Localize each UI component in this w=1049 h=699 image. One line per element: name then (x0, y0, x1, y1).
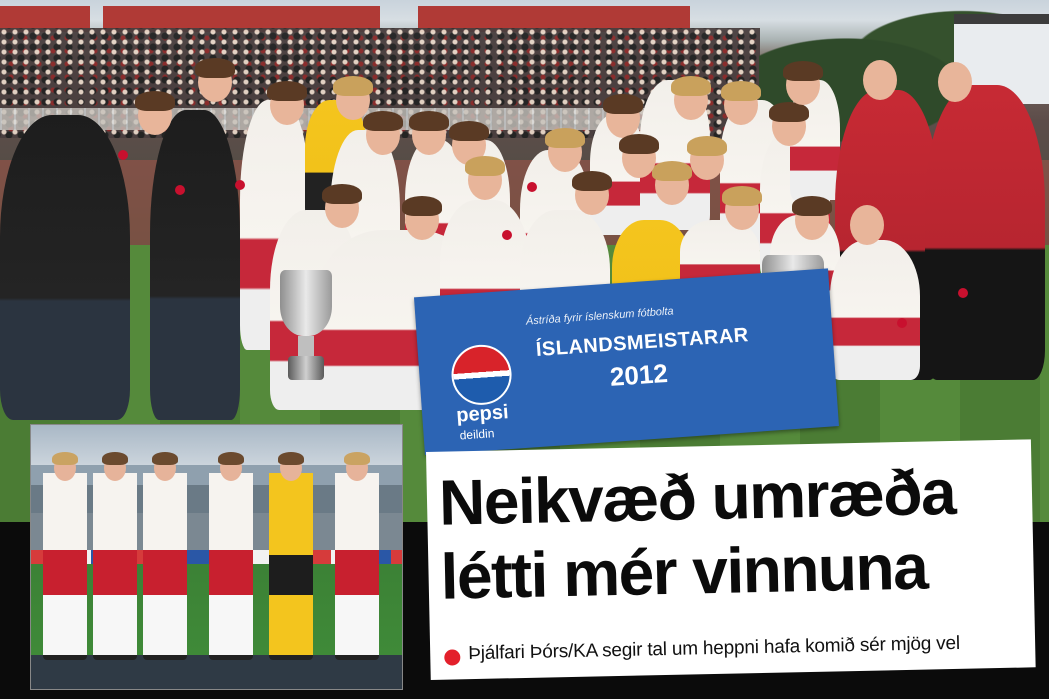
rose (118, 150, 128, 160)
face (138, 95, 172, 135)
face (724, 85, 758, 125)
player (830, 240, 920, 380)
pepsi-sub-wordmark: deildin (459, 426, 495, 443)
face (405, 200, 439, 240)
rose (175, 185, 185, 195)
face (548, 132, 582, 172)
banner-tagline: Ástríða fyrir íslenskum fótbolta (525, 305, 674, 328)
bullet-dot-icon (444, 649, 460, 665)
face (690, 140, 724, 180)
staff-member (150, 110, 240, 420)
rose (502, 230, 512, 240)
pepsi-wordmark: pepsi (455, 401, 510, 427)
inset-photo (31, 425, 402, 689)
face (795, 200, 829, 240)
pepsi-logo-icon (450, 343, 514, 407)
face (575, 175, 609, 215)
face (786, 65, 820, 105)
rose (958, 288, 968, 298)
subheadline: Þjálfari Þórs/KA segir tal um heppni hafa komið sér mjög vel (468, 632, 961, 665)
face (850, 205, 884, 245)
face (606, 98, 640, 138)
staff-member (0, 115, 130, 420)
goalkeeper (269, 455, 313, 660)
face (198, 62, 232, 102)
player (209, 455, 253, 660)
headline-line-2: létti mér vinnuna (439, 530, 928, 613)
trophy (280, 270, 332, 380)
face (468, 160, 502, 200)
face (336, 80, 370, 120)
face (863, 60, 897, 100)
face (412, 115, 446, 155)
rose (235, 180, 245, 190)
headline (438, 453, 1031, 613)
face (325, 188, 359, 228)
player (43, 455, 87, 660)
rose (527, 182, 537, 192)
player (93, 455, 137, 660)
face (674, 80, 708, 120)
face (655, 165, 689, 205)
banner-year: 2012 (608, 357, 669, 392)
face (366, 115, 400, 155)
rose (897, 318, 907, 328)
champions-banner (414, 268, 839, 455)
headline-line-1: Neikvæð umræða (438, 455, 956, 539)
banner-title: ÍSLANDSMEISTARAR (535, 324, 750, 361)
face (725, 190, 759, 230)
player (335, 455, 379, 660)
player (143, 455, 187, 660)
headline-box (426, 439, 1036, 680)
face (772, 106, 806, 146)
face (270, 85, 304, 125)
face (938, 62, 972, 102)
face (622, 138, 656, 178)
coach (925, 85, 1045, 380)
